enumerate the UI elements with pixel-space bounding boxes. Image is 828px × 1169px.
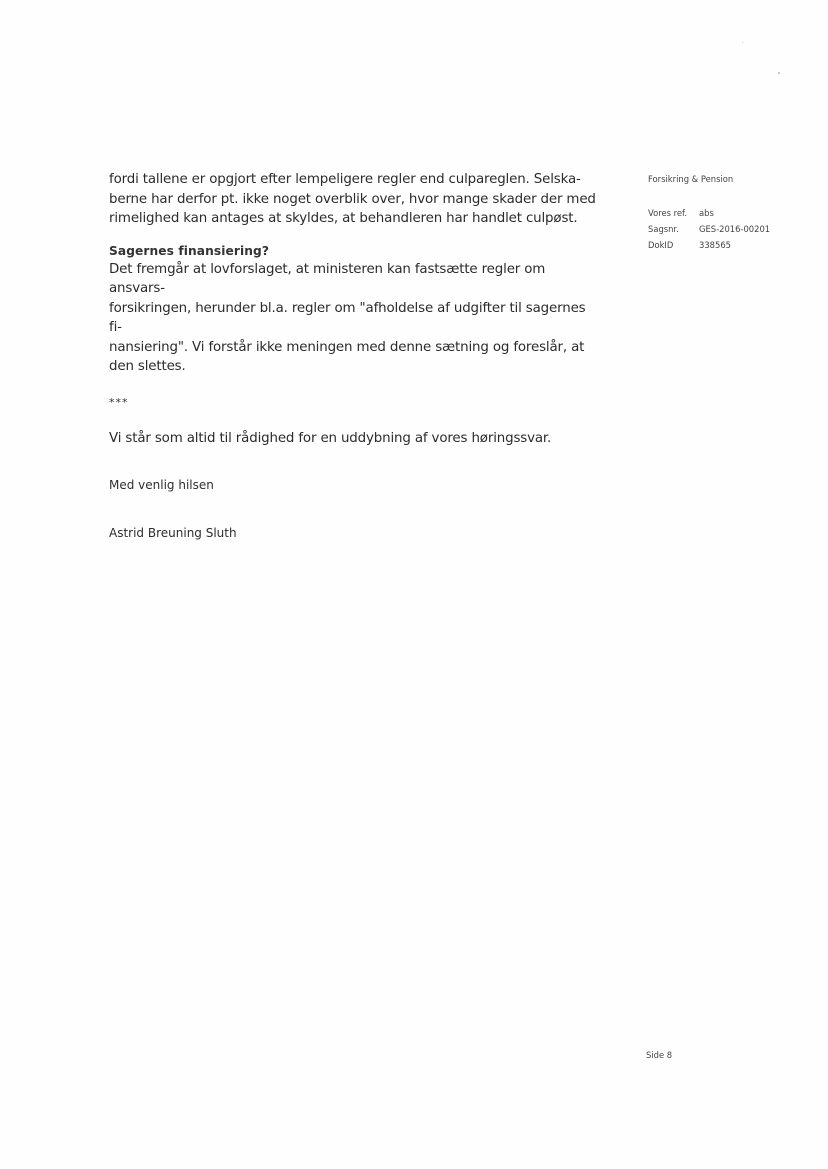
paragraph-line: rimelighed kan antages at skyldes, at behandleren har handlet culpøst. — [109, 211, 578, 226]
organization-name: Forsikring & Pension — [648, 174, 734, 184]
meta-value: abs — [699, 208, 714, 218]
meta-value: 338565 — [699, 240, 731, 250]
meta-row-case-number — [648, 221, 818, 237]
paragraph-line: forsikringen, herunder bl.a. regler om "afholdelse af udgifter til sagernes fi- — [109, 300, 586, 335]
sidebar-metadata — [648, 173, 818, 253]
scan-speck — [778, 72, 780, 74]
paragraph-financing — [109, 260, 599, 377]
scan-speck — [742, 42, 743, 43]
paragraph-line: berne har derfor pt. ikke noget overblik over, hvor mange skader der med — [109, 191, 596, 207]
paragraph-line: fordi tallene er opgjort efter lempeligere regler end culpareglen. Selska- — [109, 172, 581, 187]
letter-body — [109, 170, 599, 542]
paragraph-culpa — [109, 170, 599, 229]
paragraph-line: den slettes. — [109, 359, 186, 374]
meta-row-reference — [648, 205, 818, 221]
meta-key: DokID — [648, 240, 674, 250]
meta-row-doc-id — [648, 237, 818, 253]
paragraph-line: nansiering". Vi forstår ikke meningen med denne sætning og foreslår, at — [109, 339, 585, 355]
section-heading: Sagernes finansiering? — [109, 243, 270, 258]
page-number: Side 8 — [646, 1050, 673, 1060]
paragraph-line: Det fremgår at lovforslaget, at ministeren kan fastsætte regler om ansvars- — [109, 261, 546, 296]
meta-key: Vores ref. — [648, 208, 688, 218]
closing-greeting: Med venlig hilsen — [109, 478, 214, 492]
meta-key: Sagsnr. — [648, 224, 679, 234]
section-separator: *** — [109, 395, 129, 409]
paragraph-availability: Vi står som altid til rådighed for en uddybning af vores høringssvar. — [109, 430, 552, 446]
signature-name: Astrid Breuning Sluth — [109, 526, 237, 540]
meta-value: GES-2016-00201 — [699, 224, 771, 234]
